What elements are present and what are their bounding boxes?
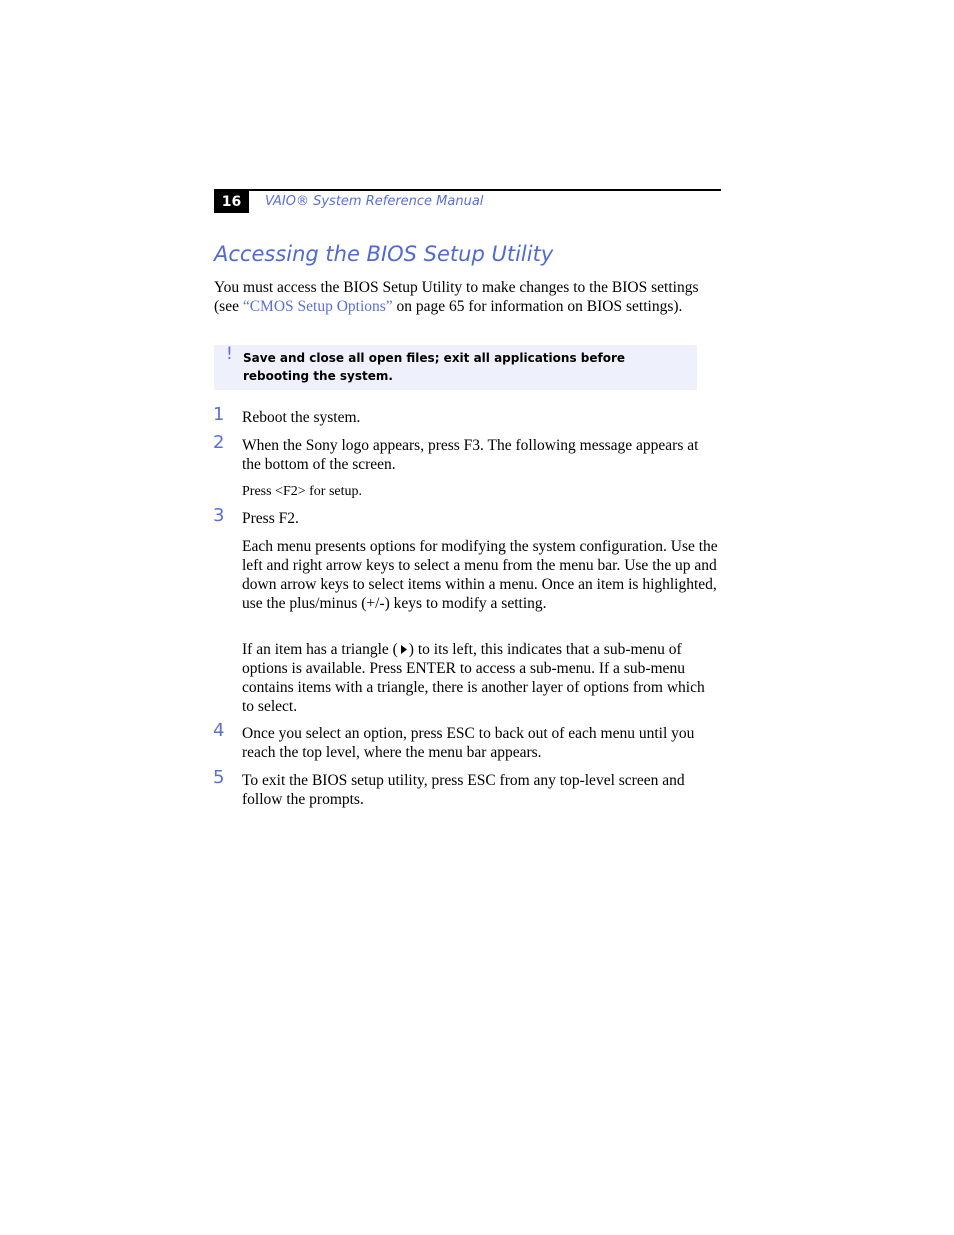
setup-message: Press <F2> for setup. bbox=[242, 484, 363, 499]
page-number: 16 bbox=[214, 191, 249, 213]
step-1-text: Reboot the system. bbox=[242, 409, 361, 426]
note-text: Save and close all open files; exit all applications before rebooting the system. bbox=[243, 351, 626, 383]
step-number-1: 1 bbox=[213, 404, 225, 425]
step-4-text: Once you select an option, press ESC to back out of each menu until you reach the top level, where the menu bar appears. bbox=[242, 725, 695, 761]
intro-text-start: You must access the BIOS Setup Utility to make changes to the BIOS settings (see bbox=[214, 279, 699, 315]
header-rule bbox=[214, 189, 721, 191]
triangle-right-icon bbox=[399, 644, 408, 655]
intro-paragraph bbox=[214, 278, 720, 316]
step-number-4: 4 bbox=[213, 720, 225, 741]
submenu-text-start: If an item has a triangle ( bbox=[242, 641, 398, 658]
submenu-paragraph bbox=[242, 640, 720, 716]
intro-text-end: on page 65 for information on BIOS settings). bbox=[392, 298, 683, 315]
step-number-5: 5 bbox=[213, 767, 225, 788]
step-5-text: To exit the BIOS setup utility, press ESC from any top-level screen and follow the prompts. bbox=[242, 772, 685, 808]
step-2-text: When the Sony logo appears, press F3. The following message appears at the bottom of the screen. bbox=[242, 437, 699, 473]
menu-navigation-paragraph: Each menu presents options for modifying the system configuration. Use the left and right arrow keys to select a menu from the menu bar. Use the up and down arrow keys to select items within a menu. Once an item is highlighted, use the plus/minus (+/-) keys to modify a setting. bbox=[242, 538, 718, 612]
submenu-text-end: ) to its left, this indicates that a sub-menu of options is available. Press ENTER to access a sub-menu. If a sub-menu contains items with a triangle, there is another layer of options from which to select. bbox=[242, 641, 705, 715]
section-title: Accessing the BIOS Setup Utility bbox=[214, 242, 554, 266]
step-number-3: 3 bbox=[213, 505, 225, 526]
step-3-text: Press F2. bbox=[242, 510, 299, 527]
exclamation-icon: ! bbox=[226, 344, 233, 364]
cmos-setup-options-link[interactable]: “CMOS Setup Options” bbox=[242, 298, 393, 315]
running-title: VAIO® System Reference Manual bbox=[265, 194, 484, 209]
step-number-2: 2 bbox=[213, 432, 225, 453]
